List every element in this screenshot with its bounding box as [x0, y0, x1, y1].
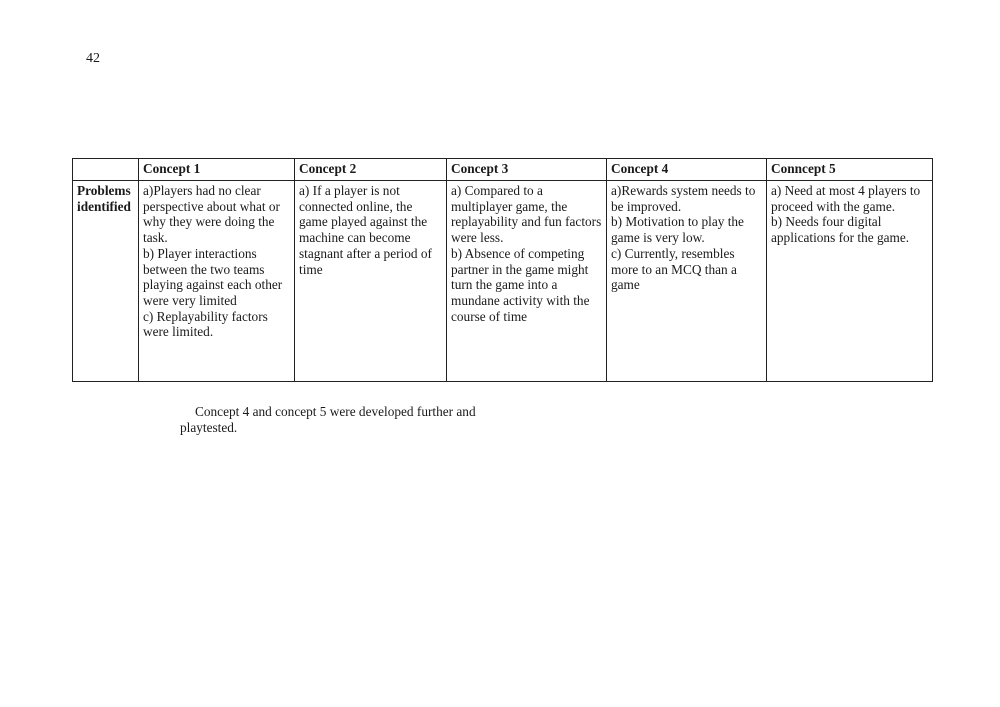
concepts-table	[72, 158, 933, 382]
row-header-line: identified	[77, 198, 131, 214]
cell-concept-4	[607, 181, 767, 382]
problem-item: a) Need at most 4 players to proceed with the game.	[771, 183, 921, 214]
page-number: 42	[86, 51, 100, 66]
table-header-row	[73, 159, 933, 181]
column-header-concept-3: Concept 3	[447, 159, 607, 181]
problem-item: c) Replayability factors were limited.	[143, 308, 268, 340]
cell-concept-3	[447, 181, 607, 382]
problem-item: a) Compared to a multiplayer game, the replayability and fun factors were less.	[451, 183, 602, 246]
problem-item: b) Absence of competing partner in the game might turn the game into a mundane activity with the course of time	[451, 245, 590, 324]
problem-item: a)Rewards system needs to be improved.	[611, 183, 756, 214]
column-header-concept-2: Concept 2	[295, 159, 447, 181]
footnote-paragraph: Concept 4 and concept 5 were developed further and playtested.	[180, 404, 476, 435]
table-corner-cell	[73, 159, 139, 181]
column-header-concept-5: Conncept 5	[767, 159, 933, 181]
problem-item: a)Players had no clear perspective about what or why they were doing the task.	[143, 183, 280, 246]
cell-concept-1	[139, 181, 295, 382]
cell-concept-5	[767, 181, 933, 382]
problem-item: b) Player interactions between the two teams playing against each other were very limited	[143, 245, 283, 308]
row-header-line: Problems	[77, 183, 131, 198]
column-header-concept-4: Concept 4	[607, 159, 767, 181]
row-header-problems-identified	[73, 181, 139, 382]
problem-item: b) Motivation to play the game is very low.	[611, 214, 744, 246]
problem-item: c) Currently, resembles more to an MCQ than a game	[611, 245, 737, 293]
problem-item: a) If a player is not connected online, the game played against the machine can become stagnant after a period of time	[299, 183, 432, 277]
column-header-concept-1: Concept 1	[139, 159, 295, 181]
problem-item: b) Needs four digital applications for the game.	[771, 214, 910, 246]
cell-concept-2	[295, 181, 447, 382]
table-row	[73, 181, 933, 382]
